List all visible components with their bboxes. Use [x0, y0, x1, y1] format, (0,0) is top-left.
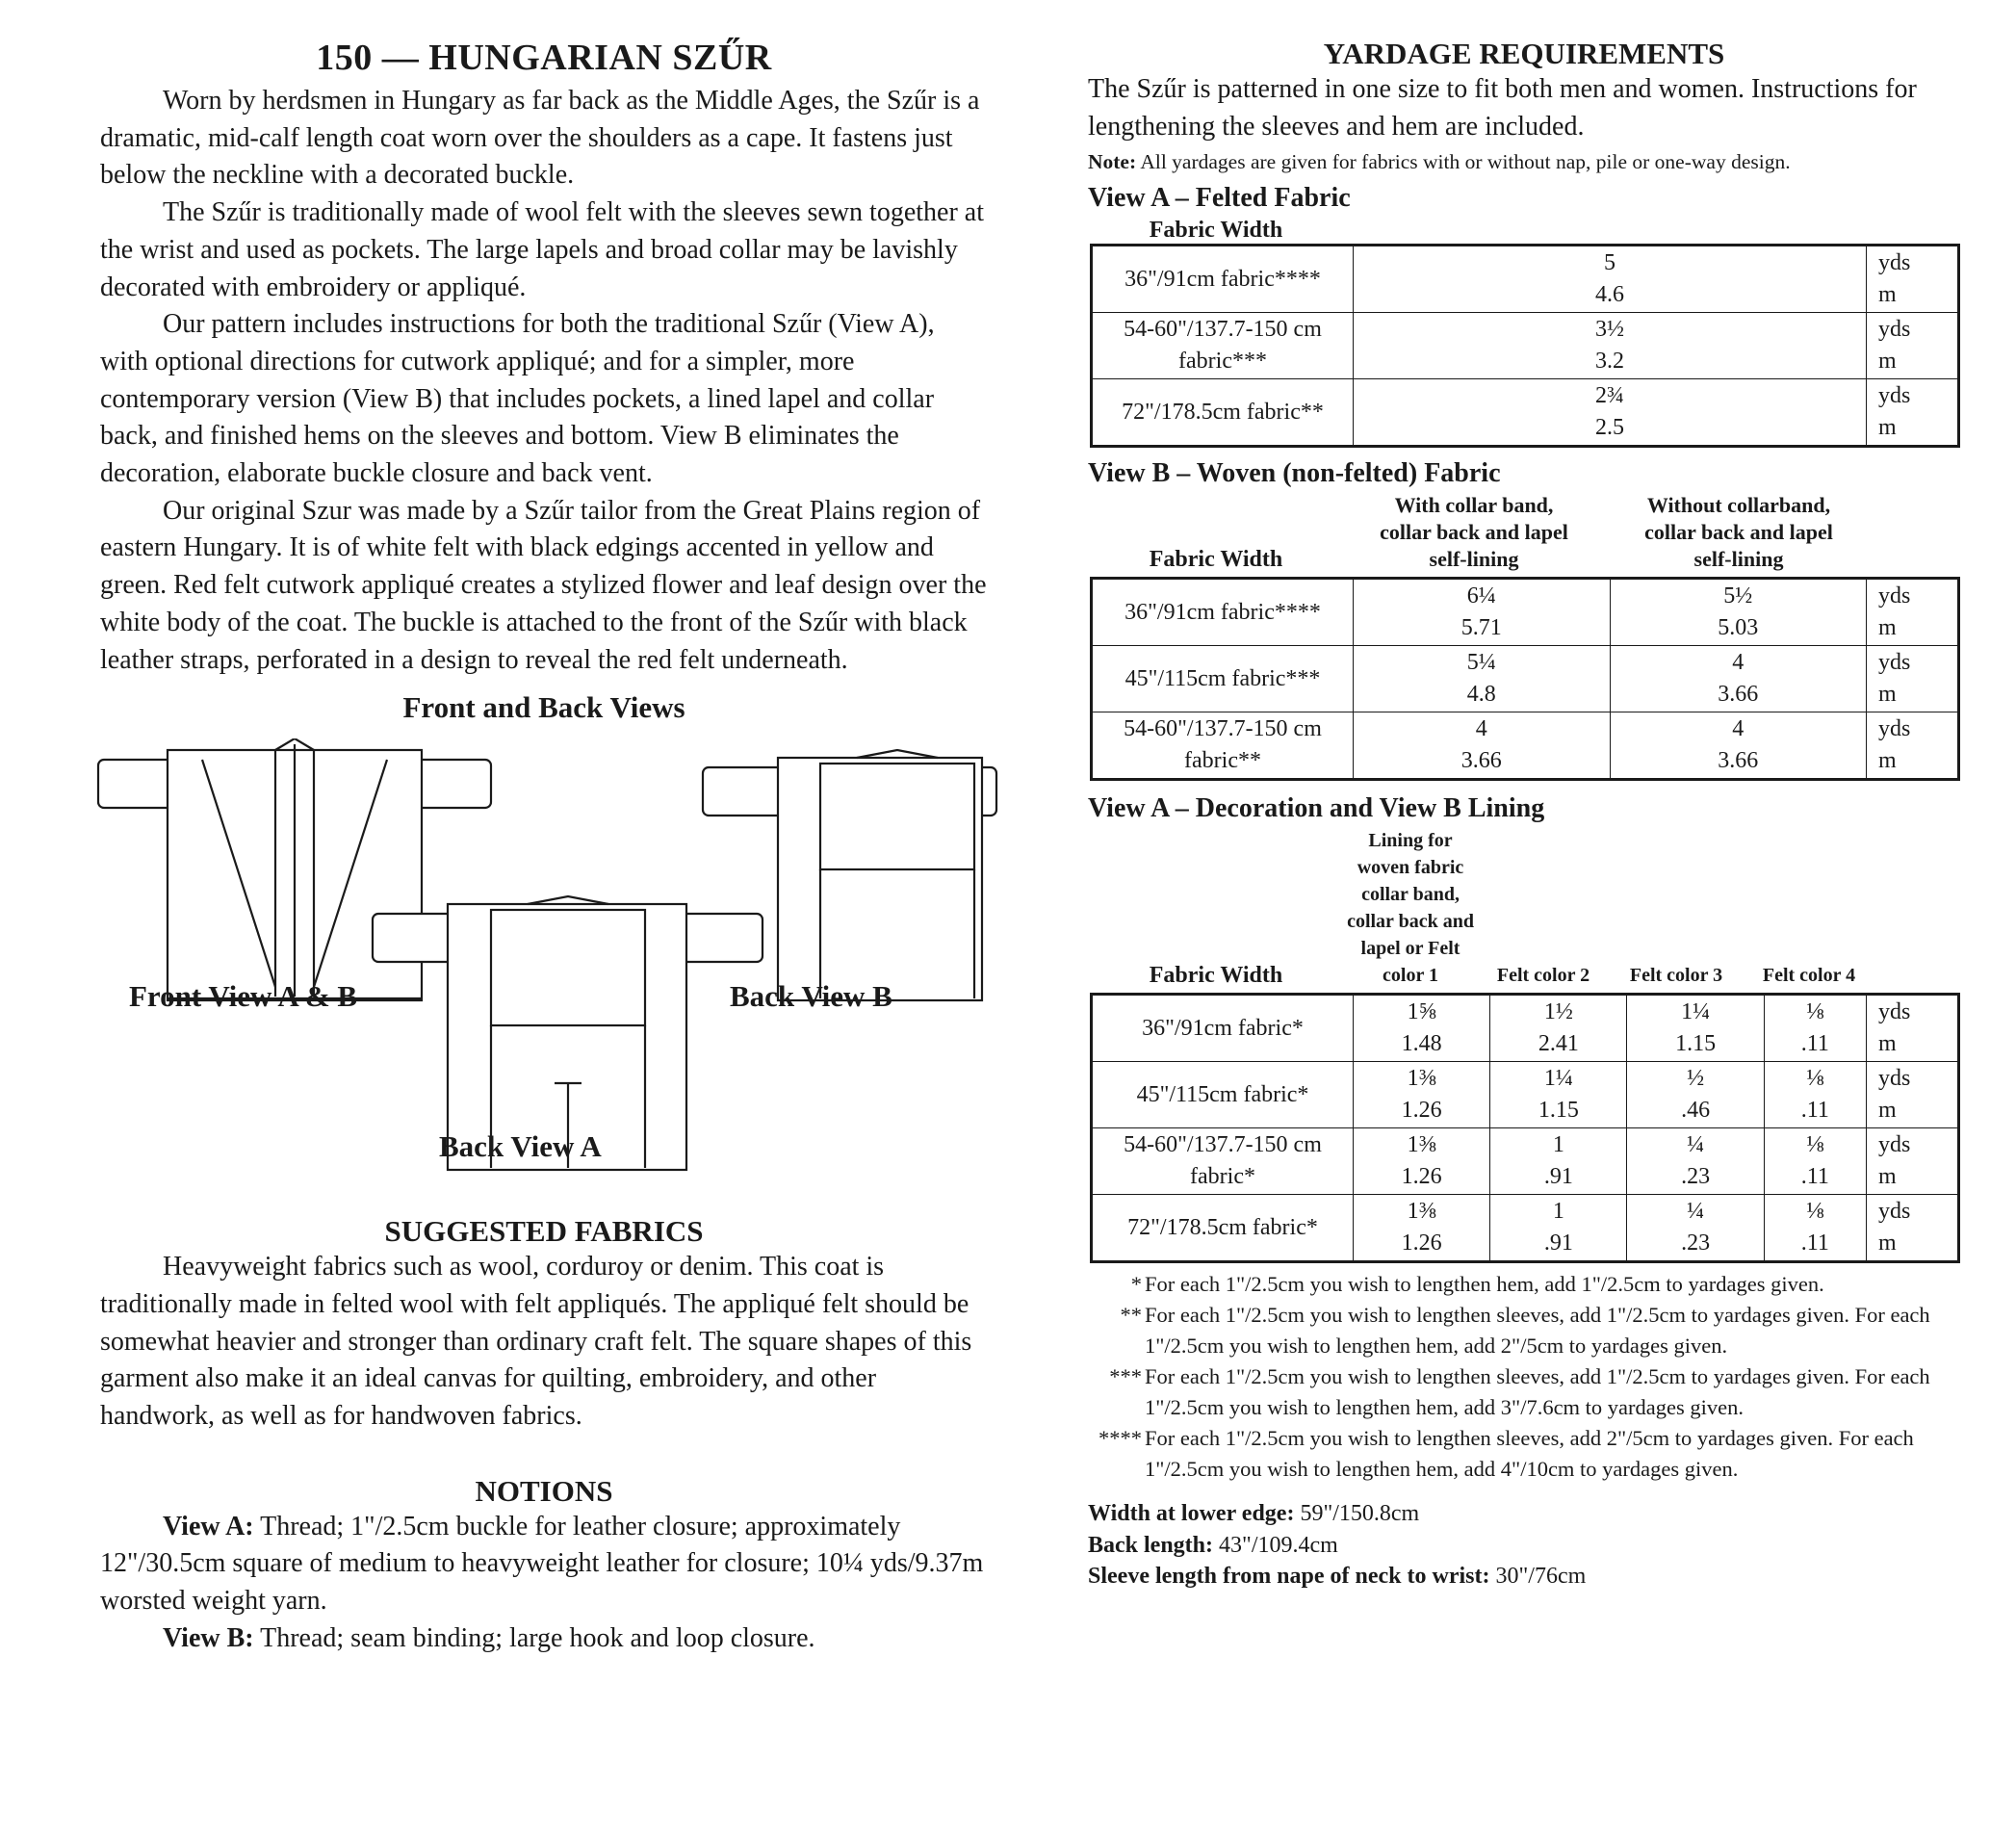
- table-row: [1092, 995, 1959, 1062]
- notions-heading: NOTIONS: [475, 1473, 613, 1508]
- unit-cell: yds m: [1867, 313, 1959, 379]
- without-collar-cell: 4 3.66: [1610, 646, 1867, 712]
- table-row: [1092, 579, 1959, 646]
- back-length: Back length: 43"/109.4cm: [1088, 1532, 1338, 1558]
- decoration-table: [1090, 993, 1960, 1263]
- notions-view-b: [100, 1620, 988, 1658]
- table-row: [1092, 246, 1959, 313]
- with-collar-cell: 4 3.66: [1354, 712, 1611, 780]
- notions-view-b-text: Thread; seam binding; large hook and loop closure.: [253, 1622, 815, 1653]
- unit-cell: yds m: [1867, 646, 1959, 712]
- intro-paragraph-1: Worn by herdsmen in Hungary as far back as the Middle Ages, the Szűr is a dramatic, mid-calf length coat worn over the shoulders as a cape. It fastens just below the neckline with a decorated buckle.: [100, 86, 980, 191]
- intro-paragraph-4: Our original Szur was made by a Szűr tailor from the Great Plains region of eastern Hungary. It is of white felt with black edgings accented in yellow and green. Red felt cutwork appliqué creates a stylized flower and leaf design over the white body of the coat. The buckle is attached to the front of the Szűr with black leather straps, perforated in a design to reveal the red felt underneath.: [100, 495, 987, 675]
- footnote: **** For each 1"/2.5cm you wish to lengthen sleeves, add 2"/5cm to yardages given. For each 1"/2.5cm you wish to lengthen hem, add 4"/10cm to yardages given.: [1098, 1426, 1914, 1482]
- unit-cell: yds m: [1867, 1128, 1959, 1195]
- view-a-felted-header: [1088, 217, 1960, 244]
- fabric-width-cell: 72"/178.5cm fabric**: [1092, 379, 1354, 447]
- decoration-header: [1088, 827, 1960, 989]
- right-column: [1088, 37, 1960, 1593]
- note-label: Note:: [1088, 150, 1137, 174]
- felt-color-2-cell: 1 .91: [1490, 1128, 1627, 1195]
- yardage-note: [1088, 145, 1960, 178]
- felt-color-3-cell: ¼ .23: [1627, 1128, 1764, 1195]
- table-row: [1092, 646, 1959, 712]
- sleeve-length: Sleeve length from nape of neck to wrist: 30"/76cm: [1088, 1564, 1587, 1590]
- label-back-view-b: Back View B: [730, 979, 892, 1014]
- with-collar-cell: 5¼ 4.8: [1354, 646, 1611, 712]
- with-collar-cell: 6¼ 5.71: [1354, 579, 1611, 646]
- footnote: ** For each 1"/2.5cm you wish to lengthen sleeves, add 1"/2.5cm to yardages given. For each 1"/2.5cm you wish to lengthen hem, add 2"/5cm to yardages given.: [1120, 1303, 1930, 1359]
- page-title: 150 — HUNGARIAN SZŰR: [316, 38, 772, 78]
- unit-cell: yds m: [1867, 379, 1959, 447]
- yardage-intro: The Szűr is patterned in one size to fit both men and women. Instructions for lengthening the sleeves and hem are included.: [1088, 74, 1917, 142]
- suggested-fabrics-heading: SUGGESTED FABRICS: [384, 1214, 704, 1249]
- felt-color-3-cell: ¼ .23: [1627, 1195, 1764, 1262]
- note-text: All yardages are given for fabrics with or without nap, pile or one-way design.: [1136, 150, 1791, 174]
- fabric-width-cell: 36"/91cm fabric*: [1092, 995, 1354, 1062]
- figure-title: Front and Back Views: [402, 690, 685, 725]
- fabric-width-cell: 45"/115cm fabric***: [1092, 646, 1354, 712]
- table-row: [1092, 1128, 1959, 1195]
- felt-color-1-header: Lining for woven fabric collar band, collar back and lapel or Felt color 1: [1347, 830, 1474, 987]
- felt-color-3-cell: ½ .46: [1627, 1062, 1764, 1128]
- label-front-view: Front View A & B: [129, 979, 358, 1014]
- width-lower-edge: Width at lower edge: 59"/150.8cm: [1088, 1501, 1420, 1527]
- view-a-felted-heading: View A – Felted Fabric: [1088, 183, 1351, 214]
- notions-view-a-text: Thread; 1"/2.5cm buckle for leather closure; approximately 12"/30.5cm square of medium to heavyweight leather for closure; 10¼ yds/9.37m worsted weight yarn.: [100, 1511, 984, 1617]
- garment-illustration: [100, 690, 988, 1191]
- felt-color-2-header: Felt color 2: [1496, 965, 1590, 987]
- amount-cell: 5 4.6: [1354, 246, 1867, 313]
- fabric-width-header: Fabric Width: [1149, 218, 1283, 244]
- fabric-width-header: Fabric Width: [1149, 547, 1283, 573]
- felt-color-2-cell: 1½ 2.41: [1490, 995, 1627, 1062]
- felt-color-2-cell: 1¼ 1.15: [1490, 1062, 1627, 1128]
- without-collar-cell: 5½ 5.03: [1610, 579, 1867, 646]
- fabric-width-cell: 36"/91cm fabric****: [1092, 246, 1354, 313]
- decoration-heading: View A – Decoration and View B Lining: [1088, 793, 1545, 824]
- felt-color-1-cell: 1⅜ 1.26: [1354, 1128, 1490, 1195]
- felt-color-1-cell: 1⅜ 1.26: [1354, 1195, 1490, 1262]
- fabric-width-cell: 54-60"/137.7-150 cm fabric**: [1092, 712, 1354, 780]
- felt-color-1-cell: 1⅝ 1.48: [1354, 995, 1490, 1062]
- felt-color-4-cell: ⅛ .11: [1764, 995, 1866, 1062]
- table-row: [1092, 1195, 1959, 1262]
- table-row: [1092, 1062, 1959, 1128]
- suggested-fabrics-text: Heavyweight fabrics such as wool, corduroy or denim. This coat is traditionally made in felted wool with felt appliqués. The appliqué felt should be somewhat heavier and stronger than ordinary craft felt. The square shapes of this garment also make it an ideal canvas for quilting, embroidery, and other handwork, as well as for handwoven fabrics.: [100, 1252, 972, 1432]
- intro-paragraph-2: The Szűr is traditionally made of wool felt with the sleeves sewn together at the wrist and used as pockets. The large lapels and broad collar may be lavishly decorated with embroidery or appliqué.: [100, 197, 984, 302]
- fabric-width-cell: 54-60"/137.7-150 cm fabric***: [1092, 313, 1354, 379]
- felt-color-4-header: Felt color 4: [1762, 965, 1856, 987]
- table-row: [1092, 712, 1959, 780]
- view-b-woven-header: [1088, 492, 1960, 573]
- unit-cell: yds m: [1867, 995, 1959, 1062]
- view-b-woven-table: [1090, 577, 1960, 781]
- fabric-width-cell: 36"/91cm fabric****: [1092, 579, 1354, 646]
- felt-color-2-cell: 1 .91: [1490, 1195, 1627, 1262]
- felt-color-4-cell: ⅛ .11: [1764, 1128, 1866, 1195]
- coat-drawings: [87, 738, 1001, 1191]
- unit-cell: yds m: [1867, 1062, 1959, 1128]
- without-collar-cell: 4 3.66: [1610, 712, 1867, 780]
- intro-paragraph-3: Our pattern includes instructions for both the traditional Szűr (View A), with optional directions for cutwork appliqué; and for a simpler, more contemporary version (View B) that includes pockets, a lined lapel and collar back, and finished hems on the sleeves and bottom. View B eliminates the decoration, elaborate buckle closure and back vent.: [100, 309, 935, 489]
- amount-cell: 2¾ 2.5: [1354, 379, 1867, 447]
- felt-color-4-cell: ⅛ .11: [1764, 1062, 1866, 1128]
- notions-view-a: [100, 1509, 988, 1620]
- amount-cell: 3½ 3.2: [1354, 313, 1867, 379]
- unit-cell: yds m: [1867, 579, 1959, 646]
- yardage-heading: YARDAGE REQUIREMENTS: [1323, 37, 1725, 70]
- footnotes: [1088, 1269, 1960, 1485]
- label-back-view-a: Back View A: [439, 1129, 602, 1164]
- view-a-felted-table: [1090, 244, 1960, 448]
- fabric-width-cell: 45"/115cm fabric*: [1092, 1062, 1354, 1128]
- felt-color-3-header: Felt color 3: [1629, 965, 1723, 987]
- fabric-width-cell: 72"/178.5cm fabric*: [1092, 1195, 1354, 1262]
- view-b-woven-heading: View B – Woven (non-felted) Fabric: [1088, 458, 1501, 489]
- without-collar-header: Without collarband, collar back and lapel self-lining: [1644, 493, 1833, 572]
- fabric-width-cell: 54-60"/137.7-150 cm fabric*: [1092, 1128, 1354, 1195]
- table-row: [1092, 313, 1959, 379]
- unit-cell: yds m: [1867, 1195, 1959, 1262]
- left-column: [100, 37, 988, 1658]
- notions-view-b-label: View B:: [163, 1622, 254, 1653]
- notions-view-a-label: View A:: [163, 1511, 254, 1541]
- finished-measurements: [1088, 1498, 1960, 1593]
- unit-cell: yds m: [1867, 712, 1959, 780]
- footnote: *** For each 1"/2.5cm you wish to lengthen sleeves, add 1"/2.5cm to yardages given. For each 1"/2.5cm you wish to lengthen hem, add 3"/7.6cm to yardages given.: [1109, 1364, 1930, 1420]
- table-row: [1092, 379, 1959, 447]
- felt-color-1-cell: 1⅜ 1.26: [1354, 1062, 1490, 1128]
- unit-cell: yds m: [1867, 246, 1959, 313]
- felt-color-3-cell: 1¼ 1.15: [1627, 995, 1764, 1062]
- felt-color-4-cell: ⅛ .11: [1764, 1195, 1866, 1262]
- footnote: * For each 1"/2.5cm you wish to lengthen hem, add 1"/2.5cm to yardages given.: [1130, 1272, 1824, 1297]
- fabric-width-header: Fabric Width: [1149, 963, 1283, 989]
- with-collar-header: With collar band, collar back and lapel self-lining: [1380, 493, 1568, 572]
